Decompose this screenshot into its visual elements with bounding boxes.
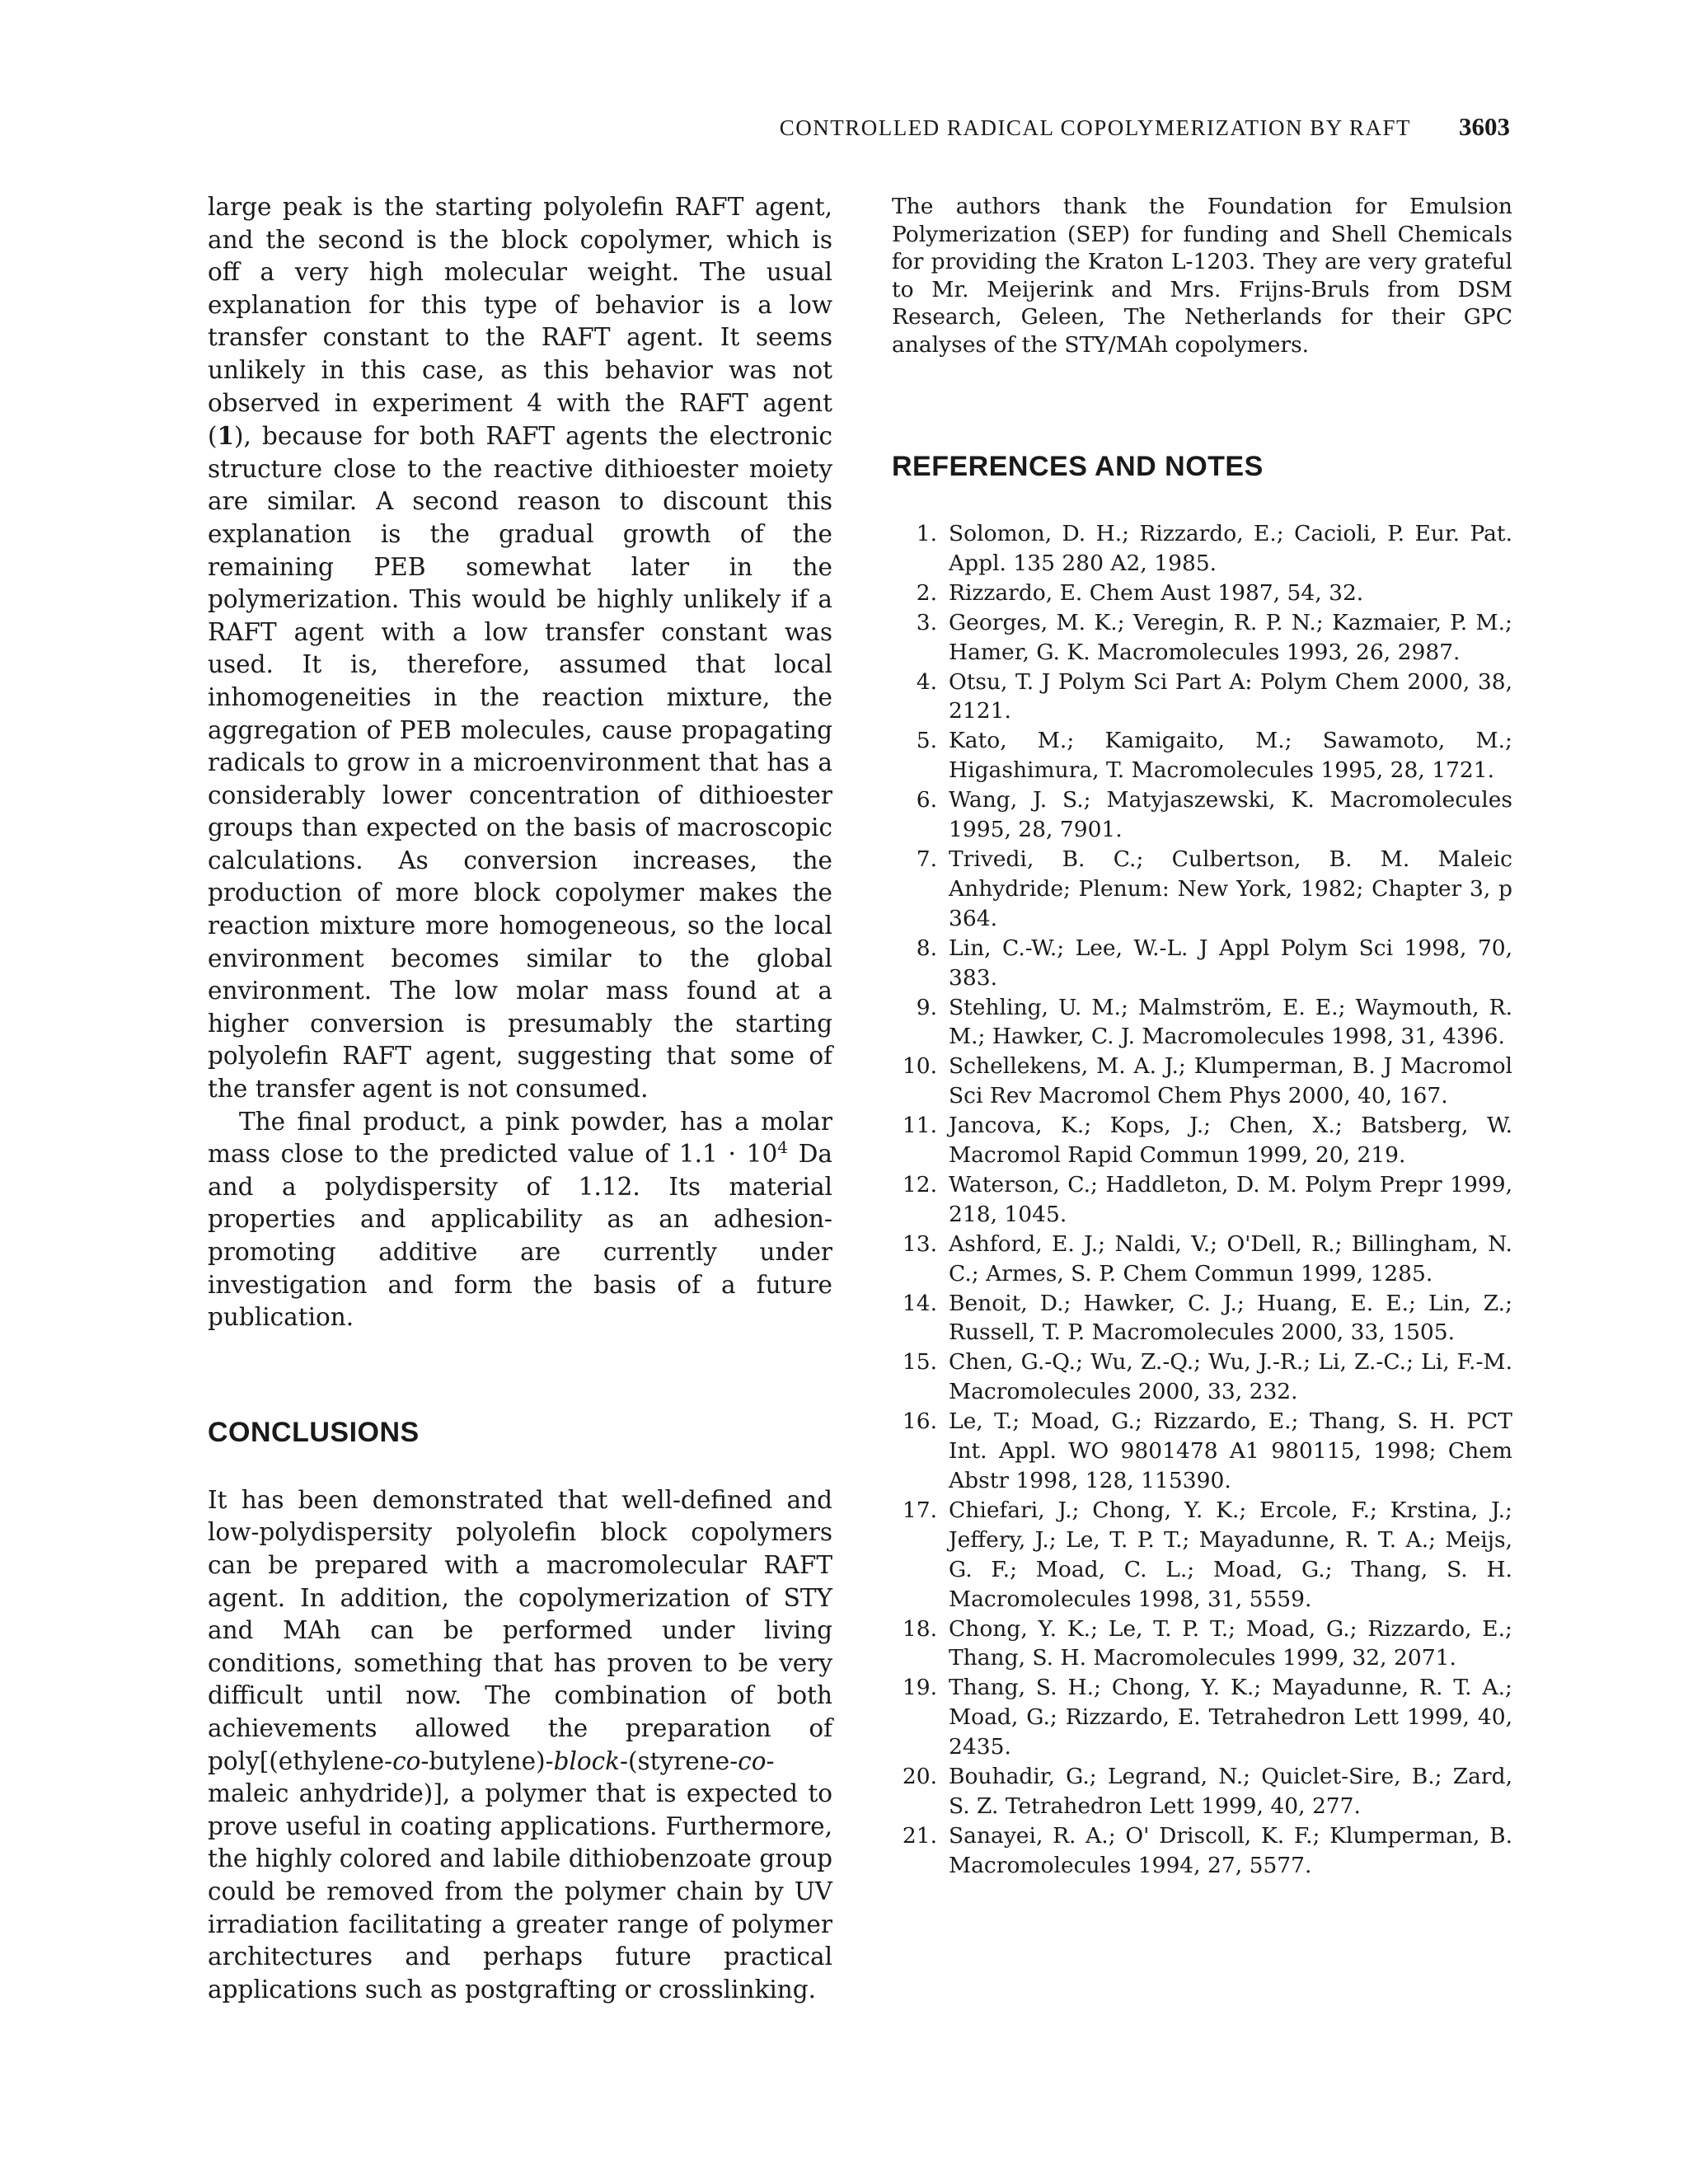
reference-text: Bouhadir, G.; Legrand, N.; Quiclet-Sire, B.; Zard, S. Z. Tetrahedron Lett 1999, 40, 277. [949, 1764, 1512, 1819]
reference-number: 19. [902, 1675, 937, 1701]
superscript: 4 [777, 1137, 788, 1158]
body-text: -butylene)- [420, 1746, 554, 1775]
body-paragraph [208, 191, 832, 1106]
reference-text: Chiefari, J.; Chong, Y. K.; Ercole, F.; Krstina, J.; Jeffery, J.; Le, T. P. T.; Mayadunne, R. T. A.; Meijs, G. F.; Moad, C. L.; Moad, G.; Thang, S. H. Macromolecules 1998, 31, 5559. [949, 1497, 1512, 1612]
reference-item [892, 608, 1512, 668]
reference-item [892, 845, 1512, 934]
reference-text: Ashford, E. J.; Naldi, V.; O'Dell, R.; Billingham, N. C.; Armes, S. P. Chem Commun 1999, 1285. [949, 1230, 1512, 1286]
reference-text: Kato, M.; Kamigaito, M.; Sawamoto, M.; Higashimura, T. Macromolecules 1995, 28, 1721. [949, 728, 1512, 784]
body-text: ), because for both RAFT agents the electronic structure close to the reactive dithioester moiety are similar. A second reason to discount this explanation is the gradual growth of the remaining PEB somewhat later in the polymerization. This would be highly unlikely if a RAFT agent with a low transfer constant was used. It is, therefore, assumed that local inhomogeneities in the reaction mixture, the aggregation of PEB molecules, cause propagating radicals to grow in a microenvironment that has a considerably lower concentration of dithioester groups than expected on the basis of macroscopic calculations. As conversion increases, the production of more block copolymer makes the reaction mixture more homogeneous, so the local environment becomes similar to the global environment. The low molar mass found at a higher conversion is presumably the starting polyolefin RAFT agent, suggesting that some of the transfer agent is not consumed. [208, 422, 832, 1104]
reference-item [892, 1347, 1512, 1407]
body-text: The final product, a pink powder, has a molar mass close to the predicted value of 1.1 · 10 [208, 1107, 832, 1169]
reference-item [892, 1407, 1512, 1496]
reference-number: 18. [902, 1615, 937, 1642]
reference-text: Otsu, T. J Polym Sci Part A: Polym Chem 2000, 38, 2121. [949, 668, 1512, 724]
reference-number: 12. [902, 1171, 937, 1197]
running-title: CONTROLLED RADICAL COPOLYMERIZATION BY RAFT [779, 115, 1411, 140]
reference-number: 17. [902, 1497, 937, 1523]
reference-item [892, 1673, 1512, 1762]
reference-number: 20. [902, 1764, 937, 1790]
reference-number: 2. [916, 579, 937, 606]
body-text: -(styrene- [620, 1746, 738, 1775]
reference-item [892, 1230, 1512, 1289]
body-text: It has been demonstrated that well-defined and low-polydispersity polyolefin block copolymers can be prepared with a macromolecular RAFT agent. In addition, the copolymerization of STY and MAh can be performed under living conditions, something that has proven to be very difficult until now. The combination of both achievements allowed the preparation of poly[(ethylene- [208, 1485, 832, 1775]
reference-number: 8. [916, 935, 937, 961]
body-text: Da and a polydispersity of 1.12. Its material properties and applicability as an adhesion-promoting additive are currently under investigation and form the basis of a future publication. [208, 1140, 832, 1332]
reference-text: Solomon, D. H.; Rizzardo, E.; Cacioli, P. Eur. Pat. Appl. 135 280 A2, 1985. [949, 521, 1512, 576]
left-column [208, 191, 832, 2006]
reference-text: Wang, J. S.; Matyjaszewski, K. Macromolecules 1995, 28, 7901. [949, 787, 1512, 843]
body-paragraph [208, 1106, 832, 1334]
reference-item [892, 1496, 1512, 1615]
reference-number: 11. [902, 1113, 937, 1139]
italic-text: co [392, 1746, 421, 1775]
reference-list [892, 519, 1512, 1881]
reference-text: Lin, C.-W.; Lee, W.-L. J Appl Polym Sci 1998, 70, 383. [949, 935, 1512, 991]
conclusions-paragraph [208, 1484, 832, 2007]
reference-number: 9. [916, 994, 937, 1020]
italic-text: co [738, 1746, 767, 1775]
compound-number: 1 [217, 421, 235, 451]
reference-item [892, 1615, 1512, 1674]
reference-text: Trivedi, B. C.; Culbertson, B. M. Maleic Anhydride; Plenum: New York, 1982; Chapter 3, p 364. [949, 846, 1512, 931]
reference-number: 1. [916, 521, 937, 546]
reference-item [892, 934, 1512, 993]
reference-number: 10. [902, 1053, 937, 1080]
italic-text: block [553, 1746, 621, 1775]
reference-text: Georges, M. K.; Veregin, R. P. N.; Kazmaier, P. M.; Hamer, G. K. Macromolecules 1993, 26, 2987. [949, 609, 1512, 665]
conclusions-heading: CONCLUSIONS [208, 1416, 420, 1448]
running-head [780, 112, 1510, 142]
reference-text: Le, T.; Moad, G.; Rizzardo, E.; Thang, S. H. PCT Int. Appl. WO 9801478 A1 980115, 1998; Chem Abstr 1998, 128, 115390. [949, 1408, 1512, 1493]
reference-item [892, 993, 1512, 1052]
acknowledgment: The authors thank the Foundation for Emulsion Polymerization (SEP) for funding and Shell Chemicals for providing the Kraton L-1203. They are very grateful to Mr. Meijerink and Mrs. Frijns-Bruls from DSM Research, Geleen, The Netherlands for their GPC analyses of the STY/MAh copolymers. [892, 194, 1512, 358]
reference-text: Stehling, U. M.; Malmström, E. E.; Waymouth, R. M.; Hawker, C. J. Macromolecules 1998, 31, 4396. [949, 994, 1512, 1050]
reference-text: Schellekens, M. A. J.; Klumperman, B. J Macromol Sci Rev Macromol Chem Phys 2000, 40, 167. [949, 1053, 1512, 1109]
reference-item [892, 1052, 1512, 1111]
reference-text: Rizzardo, E. Chem Aust 1987, 54, 32. [949, 579, 1364, 606]
reference-item [892, 519, 1512, 579]
reference-text: Chong, Y. K.; Le, T. P. T.; Moad, G.; Rizzardo, E.; Thang, S. H. Macromolecules 1999, 32, 2071. [949, 1615, 1512, 1671]
references-heading: REFERENCES AND NOTES [892, 451, 1264, 482]
reference-item [892, 1762, 1512, 1821]
reference-number: 16. [902, 1408, 937, 1435]
reference-text: Waterson, C.; Haddleton, D. M. Polym Prepr 1999, 218, 1045. [949, 1171, 1512, 1227]
reference-number: 5. [916, 728, 937, 754]
reference-number: 13. [902, 1230, 937, 1257]
body-text: -maleic anhydride)], a polymer that is expected to prove useful in coating applications. Furthermore, the highly colored and labile dithiobenzoate group could be removed from the polymer chain by UV irradiation facilitating a greater range of polymer architectures and perhaps future practical applications such as postgrafting or crosslinking. [208, 1746, 832, 2004]
reference-item [892, 579, 1512, 608]
reference-number: 4. [916, 668, 937, 695]
reference-item [892, 1170, 1512, 1230]
page-number: 3603 [1459, 112, 1510, 141]
reference-text: Chen, G.-Q.; Wu, Z.-Q.; Wu, J.-R.; Li, Z.-C.; Li, F.-M. Macromolecules 2000, 33, 232. [949, 1349, 1512, 1405]
body-text: large peak is the starting polyolefin RAFT agent, and the second is the block copolymer, which is off a very high molecular weight. The usual explanation for this type of behavior is a low transfer constant to the RAFT agent. It seems unlikely in this case, as this behavior was not observed in experiment 4 with the RAFT agent ( [208, 193, 832, 451]
reference-text: Jancova, K.; Kops, J.; Chen, X.; Batsberg, W. Macromol Rapid Commun 1999, 20, 219. [949, 1113, 1512, 1169]
reference-number: 14. [902, 1290, 937, 1316]
reference-item [892, 1289, 1512, 1348]
reference-text: Benoit, D.; Hawker, C. J.; Huang, E. E.; Lin, Z.; Russell, T. P. Macromolecules 2000, 33, 1505. [949, 1290, 1512, 1346]
reference-number: 3. [916, 609, 937, 635]
reference-number: 7. [916, 846, 937, 872]
reference-item [892, 785, 1512, 845]
reference-item [892, 1821, 1512, 1881]
reference-number: 15. [902, 1349, 937, 1376]
reference-item [892, 1111, 1512, 1170]
reference-number: 6. [916, 787, 937, 813]
right-column [892, 191, 1512, 1881]
reference-text: Thang, S. H.; Chong, Y. K.; Mayadunne, R. T. A.; Moad, G.; Rizzardo, E. Tetrahedron Lett 1999, 40, 2435. [949, 1675, 1512, 1760]
reference-number: 21. [902, 1822, 937, 1849]
reference-text: Sanayei, R. A.; O' Driscoll, K. F.; Klumperman, B. Macromolecules 1994, 27, 5577. [949, 1822, 1512, 1878]
reference-item [892, 668, 1512, 727]
reference-item [892, 726, 1512, 785]
